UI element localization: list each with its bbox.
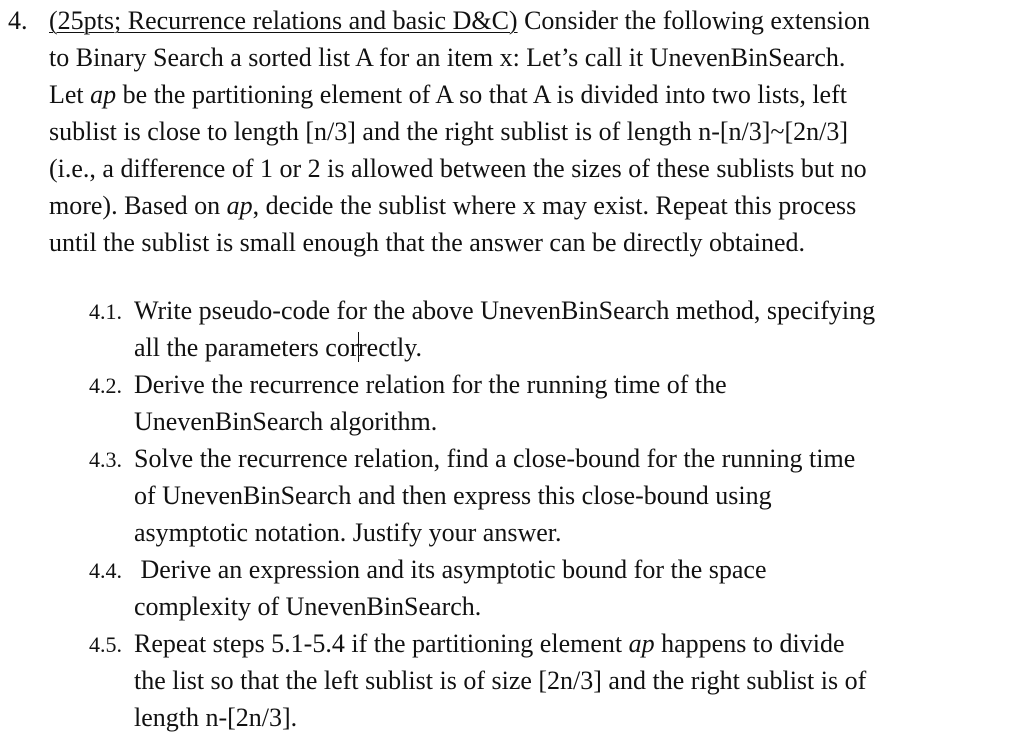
subquestion-4-1 (0, 292, 1016, 366)
subquestion-text: length n-[2n/3]. (134, 703, 298, 732)
subquestion-text: asymptotic notation. Justify your answer. (134, 518, 562, 547)
subquestion-text: rectly. (358, 333, 422, 362)
question-line (8, 2, 1008, 39)
subquestion-text: Solve the recurrence relation, find a close-bound for the running time (134, 444, 856, 473)
question-text: to Binary Search a sorted list A for an item x: Let’s call it UnevenBinSearch. (49, 43, 846, 72)
subquestion-4-3 (0, 440, 1016, 551)
question-4 (8, 2, 1008, 261)
question-line (8, 150, 1008, 187)
question-text: be the partitioning element of A so that A is divided into two lists, left (116, 80, 847, 109)
question-heading: (25pts; Recurrence relations and basic D&C) (49, 6, 518, 35)
subquestion-number: 4.1. (89, 299, 122, 324)
subquestion-number: 4.4. (89, 558, 122, 583)
ap-variable: ap (226, 191, 253, 220)
question-number: 4. (8, 6, 28, 35)
subquestion-4-2 (0, 366, 1016, 440)
subquestion-number: 4.3. (89, 447, 122, 472)
question-line (8, 187, 1008, 224)
subquestion-list (0, 292, 1016, 736)
subquestion-number: 4.5. (89, 632, 122, 657)
subquestion-text: all the parameters cor (134, 333, 359, 362)
subquestion-text: UnevenBinSearch algorithm. (134, 407, 438, 436)
question-line (8, 76, 1008, 113)
question-text: Let (49, 80, 91, 109)
subquestion-text: Repeat steps 5.1-5.4 if the partitioning element (134, 629, 629, 658)
subquestion-4-4 (0, 551, 1016, 625)
subquestion-text: Write pseudo-code for the above UnevenBinSearch method, specifying (134, 296, 876, 325)
subquestion-text: happens to divide (654, 629, 845, 658)
subquestion-4-5 (0, 625, 1016, 736)
question-text: , decide the sublist where x may exist. Repeat this process (252, 191, 857, 220)
question-text: Consider the following extension (517, 6, 870, 35)
ap-variable: ap (90, 80, 117, 109)
ap-variable: ap (628, 629, 655, 658)
question-text: (i.e., a difference of 1 or 2 is allowed between the sizes of these sublists but no (49, 154, 867, 183)
question-text: until the sublist is small enough that the answer can be directly obtained. (49, 228, 805, 257)
question-line (8, 113, 1008, 150)
subquestion-text: Derive the recurrence relation for the running time of the (134, 370, 727, 399)
question-text: sublist is close to length [n/3] and the right sublist is of length n-[n/3]~[2n/3] (49, 117, 849, 146)
subquestion-text: the list so that the left sublist is of size [2n/3] and the right sublist is of (134, 666, 867, 695)
question-line (8, 39, 1008, 76)
subquestion-text: Derive an expression and its asymptotic bound for the space (134, 555, 767, 584)
subquestion-number: 4.2. (89, 373, 122, 398)
question-line (8, 224, 1008, 261)
subquestion-text: complexity of UnevenBinSearch. (134, 592, 482, 621)
subquestion-text: of UnevenBinSearch and then express this close-bound using (134, 481, 772, 510)
question-text: more). Based on (49, 191, 227, 220)
